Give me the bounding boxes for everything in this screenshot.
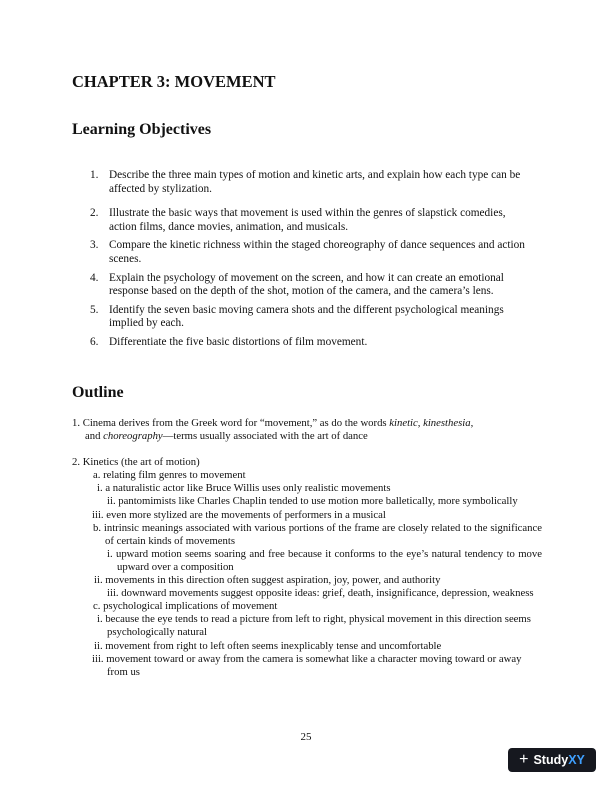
- objective-number: 2.: [90, 207, 99, 220]
- watermark-logo-text: [533, 753, 584, 767]
- plus-icon: +: [519, 751, 529, 768]
- objective-item: [90, 239, 530, 266]
- objective-item: [90, 304, 530, 331]
- objective-number: 4.: [90, 271, 99, 284]
- objective-text: Differentiate the five basic distortions of film movement.: [109, 335, 368, 348]
- objective-item: [90, 207, 530, 234]
- objective-text: Describe the three main types of motion and kinetic arts, and explain how each type can be affected by stylization.: [109, 169, 521, 195]
- objective-item: [90, 169, 530, 196]
- outline-subitem-a-ii: ii. pantomimists like Charles Chaplin tended to use motion more balletically, more symbolically: [107, 495, 518, 508]
- outline-text: —terms usually associated with the art of dance: [162, 430, 368, 443]
- objective-number: 3.: [90, 239, 99, 252]
- outline-subitem-a-i: i. a naturalistic actor like Bruce Willis uses only realistic movements: [97, 482, 391, 495]
- outline-subitem-b-i: i. upward motion seems soaring and free because it conforms to the eye’s natural tendency to move upward over a composition: [107, 547, 542, 573]
- outline-subitem-a-iii: iii. even more stylized are the movements of performers in a musical: [92, 508, 386, 521]
- outline-item-2: 2. Kinetics (the art of motion): [72, 456, 200, 469]
- outline-text: 1. Cinema derives from the Greek word for “movement,” as do the words: [72, 417, 390, 429]
- outline-subitem-c: c. psychological implications of movement: [93, 600, 278, 613]
- outline-subitem-a: a. relating film genres to movement: [93, 469, 246, 482]
- watermark-brand-accent: XY: [568, 753, 585, 767]
- learning-objectives-heading: Learning Objectives: [72, 121, 212, 138]
- objective-text: Explain the psychology of movement on the screen, and how it can create an emotional response based on the depth of the shot, motion of the camera, and the camera’s lens.: [109, 271, 504, 298]
- outline-italic-term: choreography: [103, 430, 163, 443]
- outline-heading: Outline: [72, 384, 124, 401]
- objective-text: Identify the seven basic moving camera shots and the different psychological meanings implied by each.: [109, 303, 504, 330]
- objectives-list: [90, 169, 530, 350]
- objective-number: 1.: [90, 169, 99, 181]
- chapter-title: CHAPTER 3: MOVEMENT: [72, 72, 276, 91]
- outline-item-1: [72, 417, 542, 430]
- outline-italic-term: kinetic, kinesthesia,: [389, 417, 474, 429]
- outline-subitem-c-ii: ii. movement from right to left often seems inexplicably tense and uncomfortable: [94, 639, 442, 652]
- outline-subitem-b: b. intrinsic meanings associated with various portions of the frame are closely related to the significance of certain kinds of movements: [93, 521, 542, 547]
- outline-subitem-b-ii: ii. movements in this direction often suggest aspiration, joy, power, and authority: [94, 574, 441, 587]
- objective-number: 6.: [90, 335, 99, 348]
- outline-item-1-continued: [72, 430, 542, 443]
- outline-subitem-c-iii: iii. movement toward or away from the camera is somewhat like a character moving toward or away from us: [92, 652, 522, 678]
- studyxy-watermark: [508, 748, 596, 772]
- objective-item: [90, 272, 530, 299]
- objective-number: 5.: [90, 303, 99, 316]
- outline-subitem-c-i: i. because the eye tends to read a picture from left to right, physical movement in this direction seems psychologically natural: [97, 613, 531, 639]
- watermark-brand-part: Study: [533, 753, 569, 767]
- objective-text: Compare the kinetic richness within the staged choreography of dance sequences and action scenes.: [109, 239, 525, 265]
- objective-item: [90, 336, 530, 350]
- outline-subitem-b-iii: iii. downward movements suggest opposite ideas: grief, death, insignificance, depression, weakness: [107, 587, 534, 600]
- outline-text: and: [85, 430, 104, 443]
- page-number: 25: [300, 731, 312, 743]
- outline-body: [72, 417, 542, 679]
- objective-text: Illustrate the basic ways that movement is used within the genres of slapstick comedies, action films, dance movies, animation, and musicals.: [109, 207, 506, 233]
